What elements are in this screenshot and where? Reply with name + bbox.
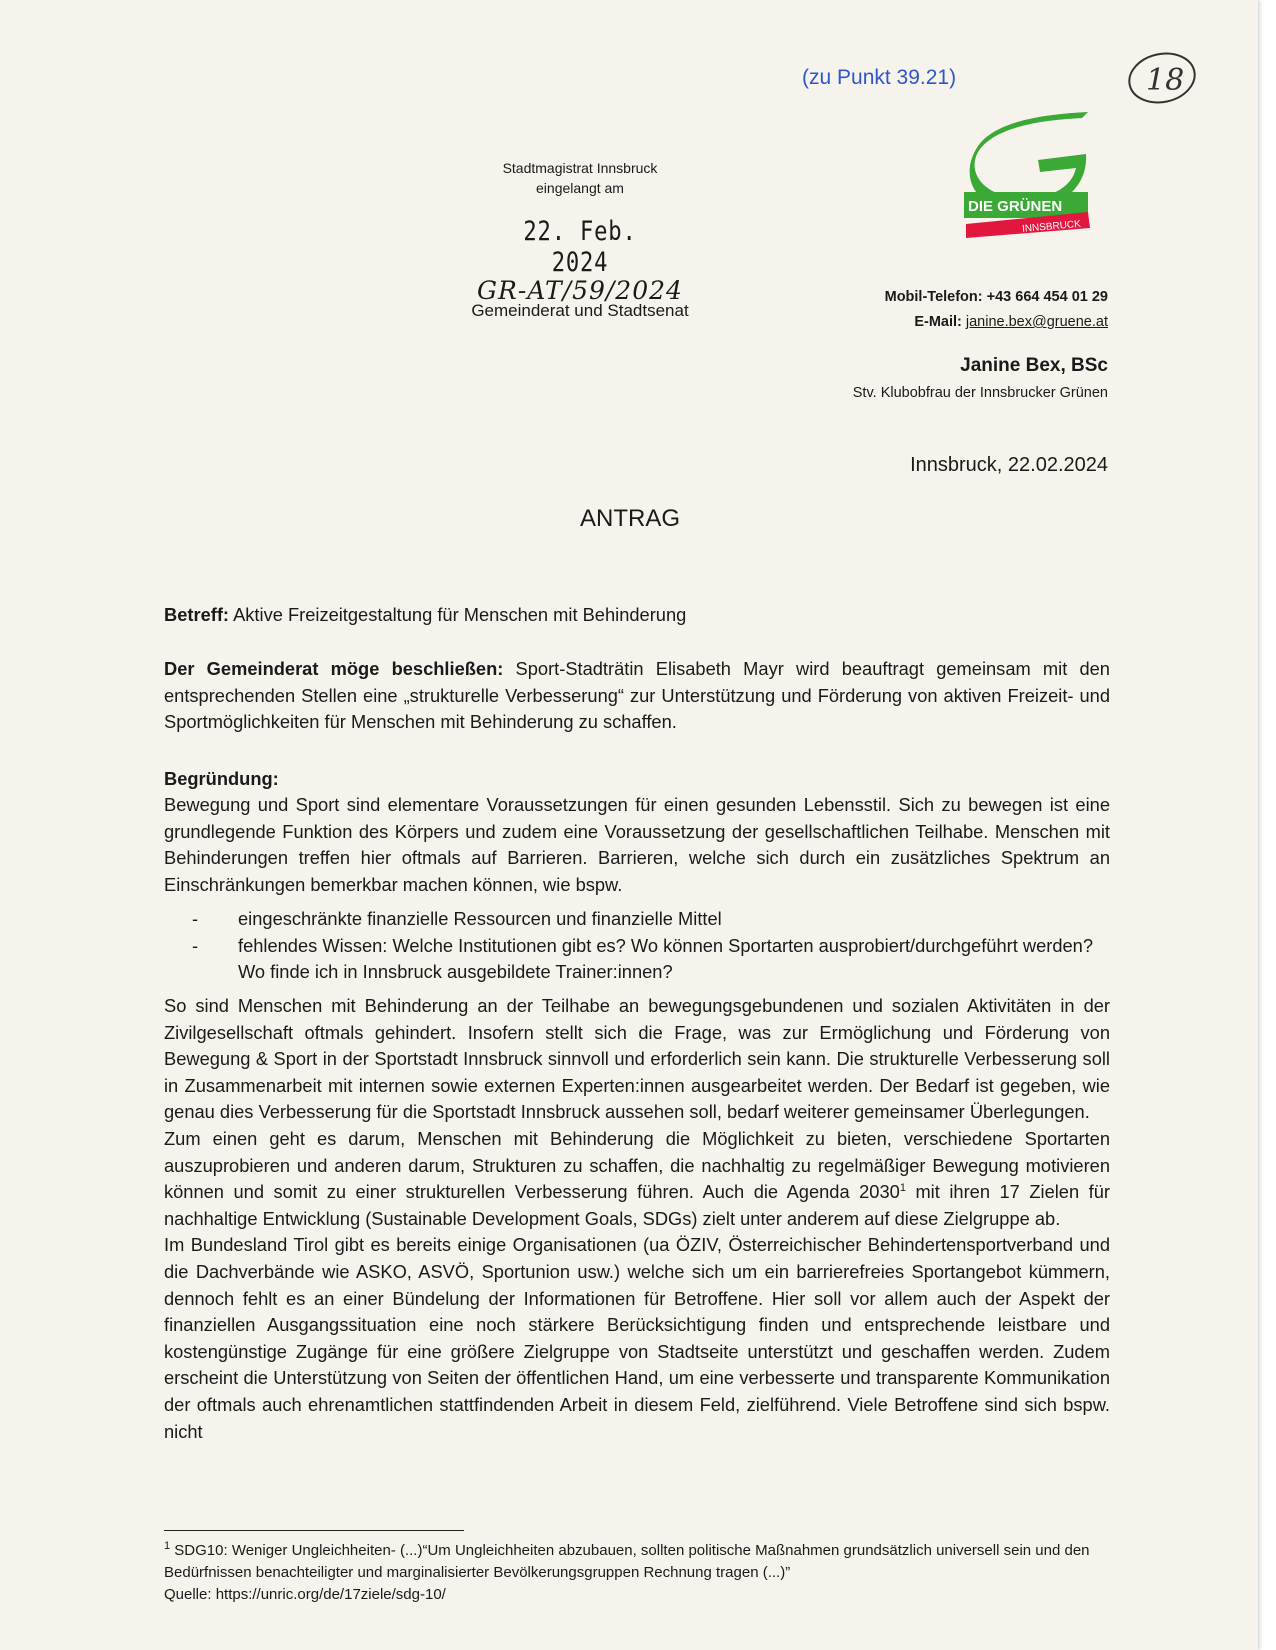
author-name: Janine Bex, BSc <box>960 355 1108 376</box>
footnote-text: SDG10: Weniger Ungleichheiten- (...)“Um Ungleichheiten abzubauen, sollten politische Maßnahmen grundsätzlich universell sein und den Bedürfnissen benachteiligter und marginalisierter Bevölkerungsgruppen Rechnung tragen (...)” <box>164 1542 1090 1581</box>
stamp-date: 22. Feb. 2024 <box>523 216 637 278</box>
footnote-mark: 1 <box>164 1540 171 1552</box>
reasoning-body <box>164 993 1110 1445</box>
motion-text: Sport-Stadträtin Elisabeth Mayr wird beauftragt gemeinsam mit den entsprechenden Stellen eine „strukturelle Verbesserung“ zur Unterstützung und Förderung von aktiven Freizeit- und Sportmöglichkeiten für Menschen mit Behinderung zu schaffen. <box>164 658 1110 733</box>
email-label: E-Mail: <box>914 314 962 330</box>
footnote-divider <box>164 1530 464 1531</box>
logo-text: DIE GRÜNEN <box>968 198 1063 215</box>
reasoning-paragraph-3: Im Bundesland Tirol gibt es bereits einige Organisationen (ua ÖZIV, Österreichischer Behindertensportverband und die Dachverbände wie ASKO, ASVÖ, Sportunion usw.) welche sich um ein barrierefreies Sportangebot kümmern, dennoch fehlt es an einer Bündelung der Informationen für Betroffene. Hier soll vor allem auch der Aspekt der finanziellen Ausgangssituation eine noch stärkere Berücksichtigung finden und entsprechende leistbare und kostengünstige Zugänge für eine größere Zielgruppe von Stadtseite unterstützt und geschaffen werden. Zudem erscheint die Unterstützung von Seiten der öffentlichen Hand, um eine verbesserte und transparente Kommunikation der oftmals auch ehrenamtlichen stattfindenden Arbeit in diesem Feld, zielführend. Viele Betroffene sind sich bspw. nicht <box>164 1234 1110 1442</box>
subject-text: Aktive Freizeitgestaltung für Menschen mit Behinderung <box>233 604 687 625</box>
reasoning-paragraph-2: Zum einen geht es darum, Menschen mit Behinderung die Möglichkeit zu bieten, verschiedene Sportarten auszuprobieren und anderen darum, Strukturen zu schaffen, die nachhaltig zu regelmäßiger Bewegung motivieren können und somit zu einer strukturellen Verbesserung führen. Auch die Agenda 2030$^1$ mit ihren 17 Zielen für nachhaltige Entwicklung (Sustainable Development Goals, SDGs) zielt unter anderem auf diese Zielgruppe ab. <box>164 1127 1110 1229</box>
footnote-source: Quelle: https://unric.org/de/17ziele/sdg-10/ <box>164 1586 446 1603</box>
document-title: ANTRAG <box>580 505 681 532</box>
die-gruenen-logo <box>964 112 1100 252</box>
reasoning-intro: Bewegung und Sport sind elementare Voraussetzungen für einen gesunden Lebensstil. Sich zu bewegen ist eine grundlegende Funktion des Körpers und zudem eine Voraussetzung der gesellschaftlichen Teilhabe. Menschen mit Behinderungen treffen hier oftmals auf Barrieren. Barrieren, welche sich durch ein zusätzliches Spektrum an Einschränkungen bemerkbar machen können, wie bspw. <box>164 794 1110 895</box>
list-item: - fehlendes Wissen: Welche Institutionen gibt es? Wo können Sportarten ausprobiert/durchgeführt werden? Wo finde ich in Innsbruck ausgebildete Trainer:innen? <box>192 934 1093 983</box>
email-link[interactable]: janine.bex@gruene.at <box>965 314 1108 330</box>
author-block <box>853 355 1108 401</box>
stamp-footer: Gemeinderat und Stadtsenat <box>471 301 689 320</box>
barrier-list <box>192 906 1110 986</box>
motion-paragraph <box>164 656 1110 736</box>
stamp-office: Stadtmagistrat Innsbruck <box>502 160 658 176</box>
agenda-item-note: (zu Punkt 39.21) <box>802 66 957 89</box>
reasoning-heading: Begründung: <box>164 768 279 789</box>
subject-line <box>164 602 1110 629</box>
subject-label: Betreff: <box>164 604 230 625</box>
author-role: Stv. Klubobfrau der Innsbrucker Grünen <box>852 385 1108 401</box>
motion-label: Der Gemeinderat möge beschließen: <box>164 658 504 679</box>
page-number-circle <box>1124 48 1200 108</box>
phone-number: +43 664 454 01 29 <box>986 289 1108 305</box>
logo-subtext: INNSBRUCK <box>1021 218 1082 235</box>
reasoning-paragraph-1: So sind Menschen mit Behinderung an der Teilhabe an bewegungsgebundenen und sozialen Aktivitäten in der Zivilgesellschaft oftmals gehindert. Insofern stellt sich die Frage, was zur Ermöglichung und Förderung von Bewegung & Sport in der Sportstadt Innsbruck sinnvoll und erforderlich sein kann. Die strukturelle Verbesserung soll in Zusammenarbeit mit internen sowie externen Experten:innen ausgearbeitet werden. Der Bedarf ist gegeben, wie genau dies Verbesserung für die Sportstadt Innsbruck aussehen soll, bedarf weiterer gemeinsamer Überlegungen. <box>164 995 1110 1123</box>
contact-block <box>885 285 1108 335</box>
phone-label: Mobil-Telefon: <box>884 289 983 305</box>
page-number: 18 <box>1146 63 1185 98</box>
place-date: Innsbruck, 22.02.2024 <box>910 454 1108 476</box>
received-stamp <box>470 158 690 321</box>
stamp-received-label: eingelangt am <box>536 180 624 196</box>
stamp-reference: GR-AT/59/2024 <box>477 276 683 305</box>
list-item: - eingeschränkte finanzielle Ressourcen und finanzielle Mittel <box>192 908 722 929</box>
footnote-ref: 1 <box>899 1182 906 1195</box>
footnote <box>164 1540 1104 1606</box>
